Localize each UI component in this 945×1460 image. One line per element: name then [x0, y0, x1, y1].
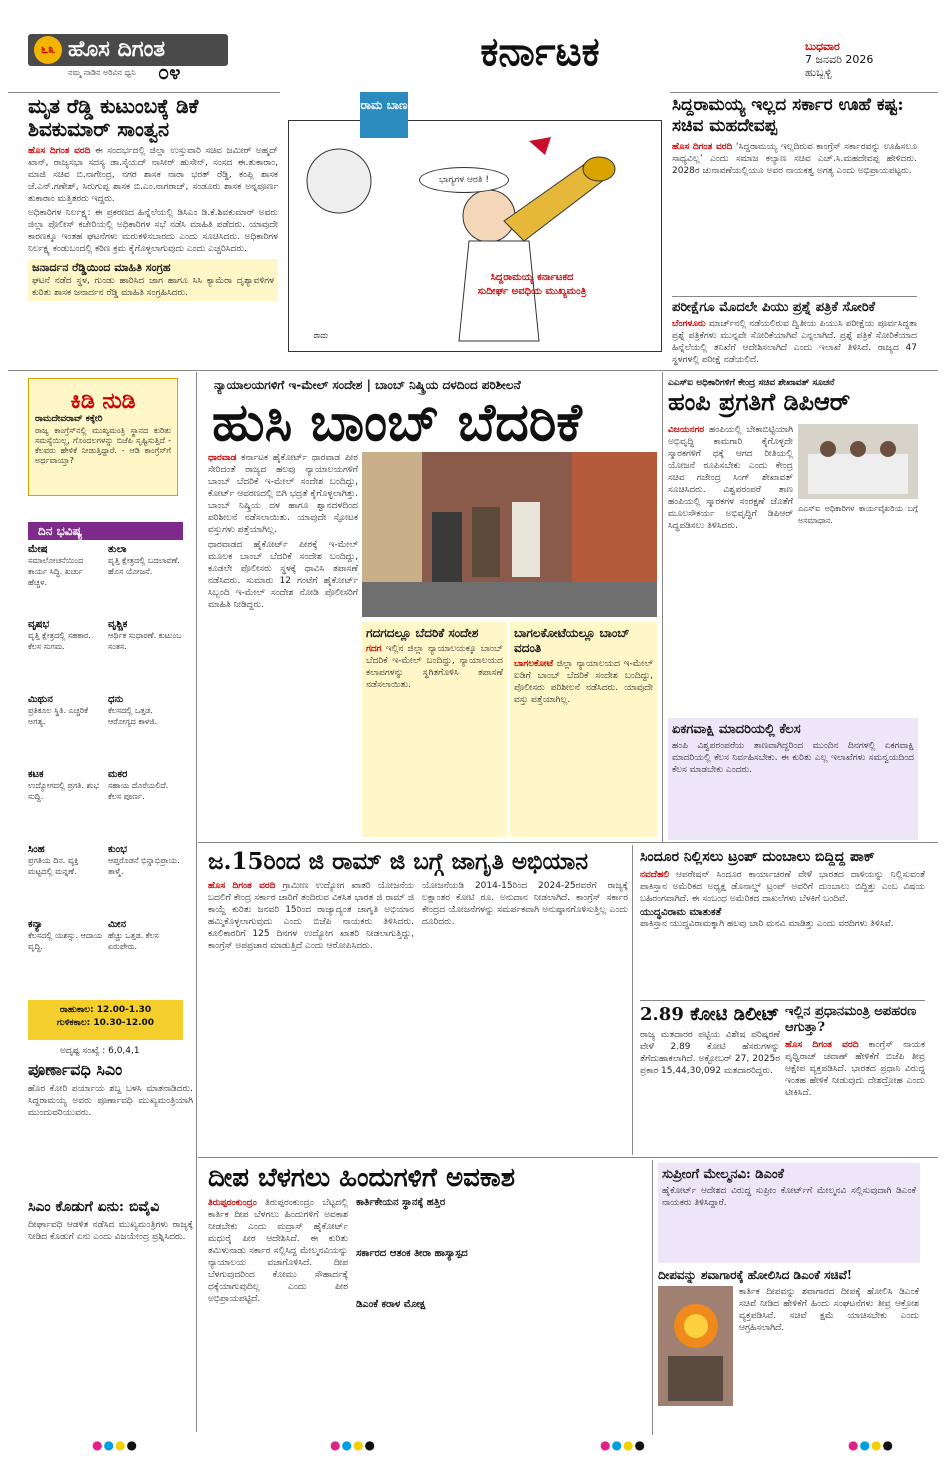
- horoscope-sign-name: ಕುಂಭ: [108, 844, 127, 855]
- hampi-headline: ಹಂಪಿ ಪ್ರಗತಿಗೆ ಡಿಪಿಆರ್: [668, 387, 851, 416]
- story-pu-leak-headline: ಪರೀಕ್ಷೆಗೂ ಮೊದಲೇ ಪಿಯು ಪ್ರಶ್ನೆ ಪತ್ರಿಕೆ ಸೋರಿಕೆ: [672, 300, 876, 315]
- story-pu-leak: [672, 300, 917, 368]
- sindoor-dateline: ನವದೆಹಲಿ: [640, 870, 669, 880]
- cartoon-signature: ರಾಮ: [313, 331, 328, 340]
- story-reddy-body2: ಅಧಿಕಾರಿಗಳ ನಿರ್ಲಕ್ಷ್ಯ: ಈ ಪ್ರಕರಣದ ಹಿನ್ನೆಲೆಯಲ್ಲಿ ಡಿಸಿಎಂ ಡಿ.ಕೆ.ಶಿವಕುಮಾರ್ ಅವರು ಜಿಲ್ಲಾ ಪೊಲೀಸ್ ಕಚೇರಿಯಲ್ಲಿ ಅಧಿಕಾರಿಗಳ ಸಭೆ ನಡೆಸಿ ಮಾಹಿತಿ ಪಡೆದರು. ಯಾವುದೇ ಕಾರಣಕ್ಕೂ ಇಂತಹ ಘಟನೆಗಳು ಮರುಕಳಿಸಬಾರದು ಎಂದು ಸೂಚಿಸಿದರು. ಅಧಿಕಾರಿಗಳ ನಿರ್ಲಕ್ಷ್ಯ ಕಂಡುಬಂದಲ್ಲಿ ಕಠಿಣ ಕ್ರಮ ಕೈಗೊಳ್ಳಲಾಗುವುದು ಎಂದು ಎಚ್ಚರಿಸಿದರು.: [28, 208, 278, 254]
- gulikakala: ಗುಳಿಕಕಾಲ: 10.30-12.00: [56, 1018, 155, 1028]
- bomb-headline: ಹುಸಿ ಬಾಂಬ್ ಬೆದರಿಕೆ: [212, 392, 582, 450]
- ekagavakki-headline: ಏಕಗವಾಕ್ಷಿ ಮಾದರಿಯಲ್ಲಿ ಕೆಲಸ: [672, 722, 801, 737]
- story-full-term-headline: ಪೂರ್ಣಾವಧಿ ಸಿಎಂ: [28, 1060, 123, 1079]
- story-reddy-dateline: ಹೊಸ ದಿಗಂತ ವರದಿ: [28, 146, 91, 156]
- story-reddy-subhead: ಜನಾರ್ದನ ರೆಡ್ಡಿಯಿಂದ ಮಾಹಿತಿ ಸಂಗ್ರಹ: [32, 261, 171, 274]
- logo-badge: ೬೩: [34, 36, 62, 64]
- story-pu-leak-body: ಮಾರ್ಚ್‌ನಲ್ಲಿ ನಡೆಯಲಿರುವ ದ್ವಿತೀಯ ಪಿಯುಸಿ ಪರೀಕ್ಷೆಯ ಪೂರ್ವಸಿದ್ಧತಾ ಪ್ರಶ್ನೆ ಪತ್ರಿಕೆಗಳು ಮುನ್ನವೇ ಸೋರಿಕೆಯಾಗಿವೆ ಎನ್ನಲಾಗಿದೆ. ಪ್ರಶ್ನೆ ಪತ್ರಿಕೆ ಸೋರಿಕೆಯಾದ ಹಿನ್ನೆಲೆಯಲ್ಲಿ ತನಿಖೆಗೆ ಆದೇಶಿಸಲಾಗಿದೆ ಎಂದು ಇಲಾಖೆ ತಿಳಿಸಿದೆ. ರಾಜ್ಯದ 47 ಸ್ಥಳಗಳಲ್ಲಿ ಪರೀಕ್ಷೆ ನಡೆಯಲಿದೆ.: [672, 319, 917, 365]
- kidi-nudi-author: ರಾಮದೇವರಾವ್ ಕಕ್ಕೇರಿ: [35, 414, 103, 424]
- horoscope-sign-text: ಸಮಾಲೋಚನೆಯಿಂದ ಕಾರ್ಯ ಸಿದ್ಧಿ. ಖರ್ಚು ಹೆಚ್ಚಳ.: [28, 556, 84, 587]
- horoscope-sign-name: ಮೀನ: [108, 919, 126, 930]
- section-title: ಕರ್ನಾಟಕ: [480, 28, 600, 75]
- story-deepa-minister: [658, 1268, 920, 1433]
- hampi-photo: [798, 424, 918, 499]
- page-number: ೦೪: [158, 60, 181, 84]
- gramg-headline: ಜ.15ರಿಂದ ಜಿ ರಾಮ್ ಜಿ ಬಗ್ಗೆ ಜಾಗೃತಿ ಅಭಿಯಾನ: [208, 848, 588, 875]
- story-bagalkot: [510, 622, 657, 837]
- gadag-headline: ಗದಗದಲ್ಲೂ ಬೆದರಿಕೆ ಸಂದೇಶ: [366, 626, 479, 640]
- deepa-sub1: ಕಾರ್ತಿಕೇಯನ ಸ್ಥಾನಕ್ಕೆ ಹತ್ತಿರ: [356, 1197, 446, 1208]
- bagalkot-dateline: ಬಾಗಲಕೋಟೆ: [514, 659, 554, 669]
- delete-headline: 2.89 ಕೋಟಿ ಡಿಲೀಟ್: [640, 1004, 780, 1025]
- story-abduction: [785, 1004, 925, 1152]
- hampi-photo-art: [798, 424, 918, 499]
- deepa-sub2: ಸರ್ಕಾರದ ಆತಂಕ ತೀರಾ ಹಾಸ್ಯಾಸ್ಪದ: [356, 1248, 468, 1259]
- column-rule-left: [196, 372, 197, 1432]
- column-rule-deepa: [652, 1160, 653, 1435]
- hampi-body: ಹಂಪಿಯಲ್ಲಿ ಬೇಕಾಬಿಟ್ಟಿಯಾಗಿ ಅಭಿವೃದ್ಧಿ ಕಾಮಗಾರಿ ಕೈಗೊಳ್ಳದೇ ಸ್ಮಾರಕಗಳಿಗೆ ಧಕ್ಕೆ ಆಗದ ರೀತಿಯಲ್ಲಿ ಯೋಜನೆ ರೂಪಿಸಬೇಕು ಎಂದು ಕೇಂದ್ರ ಸಚಿವ ಗಜೇಂದ್ರ ಸಿಂಗ್ ಶೇಖಾವತ್ ಸೂಚಿಸಿದರು. ವಿಶ್ವಪರಂಪರೆ ತಾಣ ಹಂಪಿಯಲ್ಲಿ ಸ್ಮಾರಕಗಳ ಸಂರಕ್ಷಣೆ ಜೊತೆಗೆ ಮೂಲಸೌಕರ್ಯ ಅಭಿವೃದ್ಧಿಗೆ ಡಿಪಿಆರ್ ಸಿದ್ಧಪಡಿಸಲು ತಿಳಿಸಿದರು.: [668, 425, 793, 531]
- horoscope-grid: [28, 544, 188, 996]
- horoscope-sign: [28, 844, 103, 877]
- story-full-term-cm: [28, 1060, 193, 1180]
- logo-tagline: ನಮ್ಮ ನಾಡಿನ ಅರಿವಿನ ಧ್ವನಿ: [68, 68, 136, 77]
- horoscope-sign-name: ವೃಷಭ: [28, 619, 50, 630]
- lucky-number: ಅದೃಷ್ಟ ಸಂಖ್ಯೆ : 6,0,4,1: [60, 1046, 140, 1056]
- bomb-squad-photo-art: [362, 452, 657, 617]
- sindoor-subhead: ಯುದ್ಧವಿರಾಮ ಮಾತುಕತೆ: [640, 907, 722, 918]
- delete-body: ರಾಜ್ಯ ಮತದಾರರ ಪಟ್ಟಿಯ ವಿಶೇಷ ಪರಿಷ್ಕರಣೆ ವೇಳೆ 2.89 ಕೋಟಿ ಹೆಸರುಗಳನ್ನು ತೆಗೆದುಹಾಕಲಾಗಿದೆ. ಅಕ್ಟೋಬರ್ 27, 2025ರ ಪ್ರಕಾರ 15,44,30,092 ಮತದಾರರಿದ್ದರು.: [640, 1030, 780, 1076]
- rule-row3: [198, 1157, 938, 1158]
- horoscope-sign-text: ಸಹಾಯ ದೊರೆಯಲಿದೆ. ಕೆಲಸ ಪೂರ್ಣ.: [108, 781, 169, 801]
- deepa-dateline: ತಿರುಪ್ಪರಂಕುಂದ್ರಂ: [208, 1198, 257, 1208]
- rule-sindoor: [640, 1000, 925, 1001]
- sindoor-body: ಆಪರೇಷನ್ ಸಿಂದೂರ ಕಾರ್ಯಾಚರಣೆ ವೇಳೆ ಭಾರತದ ದಾಳಿಯನ್ನು ನಿಲ್ಲಿಸುವಂತೆ ಪಾಕಿಸ್ತಾನ ಅಮೆರಿಕದ ಅಧ್ಯಕ್ಷ ಡೊನಾಲ್ಡ್ ಟ್ರಂಪ್ ಅವರಿಗೆ ದುಂಬಾಲು ಬಿದ್ದಿತ್ತು ಎಂಬ ವಿಷಯ ಬಹಿರಂಗವಾಗಿದೆ. ಈ ಸಂಬಂಧ ಅಮೆರಿಕದ ದಾಖಲೆಗಳು ಬೆಳಕಿಗೆ ಬಂದಿವೆ.: [640, 870, 925, 904]
- horoscope-sign: [28, 919, 103, 952]
- dmk-appeal-headline: ಸುಪ್ರೀಂಗೆ ಮೇಲ್ಮನವಿ: ಡಿಎಂಕೆ: [662, 1167, 784, 1182]
- cartoon-drawing: [289, 121, 661, 351]
- story-gramg: [208, 848, 628, 1148]
- kidi-nudi-title: ಕಿಡಿ ನುಡಿ: [70, 389, 136, 414]
- cartoon-frame: [288, 120, 662, 352]
- deepa-headline: ದೀಪ ಬೆಳಗಲು ಹಿಂದುಗಳಿಗೆ ಅವಕಾಶ: [208, 1163, 515, 1193]
- horoscope-sign-text: ಆರ್ಥಿಕ ಸುಧಾರಣೆ. ಕುಟುಂಬ ಸಂತಸ.: [108, 631, 182, 651]
- horoscope-sign: [108, 544, 183, 577]
- horoscope-sign: [28, 619, 103, 652]
- bomb-body: ಕರ್ನಾಟಕ ಹೈಕೋರ್ಟ್ ಧಾರವಾಡ ಪೀಠ ಸೇರಿದಂತೆ ರಾಜ್ಯದ ಹಲವು ನ್ಯಾಯಾಲಯಗಳಿಗೆ ಬಾಂಬ್ ಬೆದರಿಕೆ ಇ-ಮೇಲ್ ಸಂದೇಶ ಬಂದಿದ್ದು, ಕೋರ್ಟ್ ಆವರಣದಲ್ಲಿ ಬಿಗಿ ಭದ್ರತೆ ಕೈಗೊಳ್ಳಲಾಗಿತ್ತು. ಬಾಂಬ್ ನಿಷ್ಕ್ರಿಯ ದಳ ಹಾಗೂ ಶ್ವಾನದಳದಿಂದ ಪರಿಶೀಲನೆ ನಡೆಸಲಾಯಿತು. ಯಾವುದೇ ಸ್ಫೋಟಕ ವಸ್ತುಗಳು ಪತ್ತೆಯಾಗಿಲ್ಲ.: [208, 453, 358, 535]
- horoscope-sign: [28, 694, 103, 727]
- sindoor-body2: ಪಾಕಿಸ್ತಾನ ಯುದ್ಧವಿರಾಮಕ್ಕಾಗಿ ಹಲವು ಬಾರಿ ಮನವಿ ಮಾಡಿತ್ತು ಎಂದು ವರದಿಗಳು ತಿಳಿಸಿವೆ.: [640, 919, 894, 929]
- rule-right-top: [672, 296, 917, 297]
- story-gadag: [362, 622, 507, 837]
- kidi-nudi-text: ರಾಜ್ಯ ಕಾಂಗ್ರೆಸ್‌ನಲ್ಲಿ ಮುಖ್ಯಮಂತ್ರಿ ಸ್ಥಾನದ ಕುರಿತು ಸಮಸ್ಯೆಯಿಲ್ಲ, ಗೊಂದಲಗಳನ್ನು ಬಿಜೆಪಿ ಸೃಷ್ಟಿಸುತ್ತಿದೆ - ಕೆಲವರು ಹೇಳಿಕೆ ನೀಡುತ್ತಿದ್ದಾರೆ. - ಆಡಿ ಕಾಂಗ್ರೆಸ್‌ಗೆ ಅರ್ಥವಾಯ್ತಾ?: [35, 426, 171, 465]
- cartoon-speech-bubble: ಭಾಗ್ಯಗಳ ಆರತಿ !: [419, 167, 509, 193]
- horoscope-sign-text: ಆಪ್ತರೊಡನೆ ಭಿನ್ನಾಭಿಪ್ರಾಯ. ತಾಳ್ಮೆ.: [108, 856, 180, 876]
- hampi-dateline: ವಿಜಯನಗರ: [668, 425, 705, 435]
- horoscope-sign-name: ಮಿಥುನ: [28, 694, 53, 705]
- horoscope-sign: [108, 919, 183, 952]
- horoscope-sign: [28, 769, 103, 802]
- column-rule-mid: [662, 372, 663, 842]
- column-rule-gramg: [632, 845, 633, 1155]
- horoscope-sign-name: ಮೇಷ: [28, 544, 48, 555]
- temple-lamp-photo: [658, 1286, 733, 1406]
- rule-row2: [198, 842, 938, 843]
- bagalkot-headline: ಬಾಗಲಕೋಟೆಯಲ್ಲೂ ಬಾಂಬ್ ವದಂತಿ: [514, 626, 630, 655]
- horoscope-sign-text: ಉದ್ಯೋಗದಲ್ಲಿ ಪ್ರಗತಿ. ಶುಭ ಸುದ್ದಿ.: [28, 781, 100, 801]
- story-pu-leak-dateline: ಬೆಂಗಳೂರು: [672, 319, 706, 329]
- gramg-body: ಗ್ರಾಮೀಣ ಉದ್ಯೋಗ ಖಾತರಿ ಯೋಜನೆಯ ಬದಲಿಗೆ ಕೇಂದ್ರ ಸರ್ಕಾರ ಜಾರಿಗೆ ತಂದಿರುವ ವಿಕಸಿತ ಭಾರತ ಜಿ ರಾಮ್ ಜಿ ಕಾಯ್ದೆ ಕುರಿತು ಜನವರಿ 15ರಿಂದ ರಾಜ್ಯಾದ್ಯಂತ ಜಾಗೃತಿ ಅಭಿಯಾನ ಹಮ್ಮಿಕೊಳ್ಳಲಾಗುವುದು ಎಂದು ಬಿಜೆಪಿ ನಾಯಕರು ತಿಳಿಸಿದರು. ಕೂಲಿಕಾರರಿಗೆ 125 ದಿನಗಳ ಉದ್ಯೋಗ ಖಾತರಿ ನೀಡಲಾಗುತ್ತಿದ್ದು, ಕಾಂಗ್ರೆಸ್ ಅಪಪ್ರಚಾರ ಮಾಡುತ್ತಿದೆ ಎಂದು ಆರೋಪಿಸಿದರು.: [208, 881, 414, 951]
- ekagavakki-body: ಹಂಪಿ ವಿಶ್ವಪರಂಪರೆಯ ತಾಣವಾಗಿದ್ದರಿಂದ ಮುಂದಿನ ದಿನಗಳಲ್ಲಿ ಏಕಗವಾಕ್ಷಿ ಮಾದರಿಯಲ್ಲಿ ಕೆಲಸ ನಿರ್ವಹಿಸಬೇಕು. ಈ ಕುರಿತು ಎಲ್ಲ ಇಲಾಖೆಗಳು ಸಮನ್ವಯದಿಂದ ಕೆಲಸ ಮಾಡಬೇಕು ಎಂದರು.: [672, 741, 914, 775]
- horoscope-sign-name: ಕನ್ಯಾ: [28, 919, 43, 930]
- story-siddaramaiah-dateline: ಹೊಸ ದಿಗಂತ ವರದಿ: [672, 142, 733, 152]
- deepa-minister-body: ಕಾರ್ತಿಕ ದೀಪವನ್ನು ಶವಾಗಾರದ ದೀಪಕ್ಕೆ ಹೋಲಿಸಿ ಡಿಎಂಕೆ ಸಚಿವೆ ನೀಡಿದ ಹೇಳಿಕೆಗೆ ಹಿಂದು ಸಂಘಟನೆಗಳು ತೀವ್ರ ಆಕ್ರೋಶ ವ್ಯಕ್ತಪಡಿಸಿವೆ. ಸಚಿವೆ ಕ್ಷಮೆ ಯಾಚಿಸಬೇಕು ಎಂದು ಆಗ್ರಹಿಸಲಾಗಿದೆ.: [739, 1287, 919, 1333]
- color-registration-marks: ●●●●: [92, 1438, 138, 1452]
- horoscope-sign: [108, 694, 183, 727]
- horoscope-sign-text: ವೃತ್ತಿ ಕ್ಷೇತ್ರದಲ್ಲಿ ಸಹಕಾರ. ಕೆಲಸ ಸುಗಮ.: [28, 631, 91, 651]
- horoscope-sign-text: ಹೆಚ್ಚು ಒತ್ತಡ. ಕೆಲಸ ಏರುಪೇರು.: [108, 931, 159, 951]
- issue-day: ಬುಧವಾರ: [805, 40, 840, 53]
- deepa-sub3: ಡಿಎಂಕೆ ಕರಾಳ ಮೋಕ್ಷ: [356, 1299, 426, 1310]
- gramg-body2: ಯೋಜನೆಯಡಿ 2014-15ರಿಂದ 2024-25ರವರೆಗೆ ರಾಜ್ಯಕ್ಕೆ ಲಕ್ಷಾಂತರ ಕೋಟಿ ರೂ. ಅನುದಾನ ನೀಡಲಾಗಿದೆ. ಕಾಂಗ್ರೆಸ್ ಸರ್ಕಾರ ಕೇಂದ್ರದ ಯೋಜನೆಗಳನ್ನು ಸಮರ್ಪಕವಾಗಿ ಅನುಷ್ಠಾನಗೊಳಿಸುತ್ತಿಲ್ಲ ಎಂದು ದೂರಿದರು.: [422, 881, 628, 927]
- story-reddy-body3: ಘಟನೆ ನಡೆದ ಸ್ಥಳ, ಗುಂಡು ಹಾರಿಸಿದ ಜಾಗ ಹಾಗೂ ಸಿಸಿ ಕ್ಯಾಮೆರಾ ದೃಶ್ಯಾವಳಿಗಳ ಕುರಿತು ಶಾಸಕ ಜನಾರ್ದನ ರೆಡ್ಡಿ ಮಾಹಿತಿ ಸಂಗ್ರಹಿಸಿದರು.: [32, 276, 274, 298]
- story-ekagavakki: [668, 718, 918, 840]
- story-deepa: [208, 1163, 648, 1433]
- horoscope-sign-text: ಪ್ರಗತಿಯ ದಿನ. ವ್ಯಕ್ತಿ ಮಟ್ಟದಲ್ಲಿ ಮನ್ನಣೆ.: [28, 856, 79, 876]
- horoscope-sign-text: ವೃತ್ತಿ ಕ್ಷೇತ್ರದಲ್ಲಿ ಬದಲಾವಣೆ. ಹೊಸ ಯೋಜನೆ.: [108, 556, 180, 576]
- deepa-body: ತಿರುಪ್ಪರಂಕುಂದ್ರಂ ಬೆಟ್ಟದಲ್ಲಿ ಕಾರ್ತಿಕ ದೀಪ ಬೆಳಗಲು ಹಿಂದುಗಳಿಗೆ ಅವಕಾಶ ನೀಡಬೇಕು ಎಂದು ಮದ್ರಾಸ್ ಹೈಕೋರ್ಟ್ ಮಧುರೈ ಪೀಠ ಆದೇಶಿಸಿದೆ. ಈ ಕುರಿತು ತಮಿಳುನಾಡು ಸರ್ಕಾರ ಸಲ್ಲಿಸಿದ್ದ ಮೇಲ್ಮನವಿಯನ್ನು ನ್ಯಾಯಾಲಯ ವಜಾಗೊಳಿಸಿದೆ. ದೀಪ ಬೆಳಗುವುದರಿಂದ ಕೋಮು ಸೌಹಾರ್ದಕ್ಕೆ ಧಕ್ಕೆಯಾಗುವುದಿಲ್ಲ ಎಂದು ಪೀಠ ಅಭಿಪ್ರಾಯಪಟ್ಟಿದೆ.: [208, 1198, 348, 1304]
- story-reddy-headline: ಮೃತ ರೆಡ್ಡಿ ಕುಟುಂಬಕ್ಕೆ ಡಿಕೆ ಶಿವಕುಮಾರ್ ಸಾಂತ್ವನ: [28, 95, 199, 141]
- abduction-dateline: ಹೊಸ ದಿಗಂತ ವರದಿ: [785, 1040, 859, 1050]
- story-hampi-body: [668, 424, 793, 714]
- gadag-dateline: ಗದಗ: [366, 644, 382, 654]
- story-siddaramaiah: [672, 95, 917, 285]
- deepa-minister-headline: ದೀಪವನ್ನು ಶವಾಗಾರಕ್ಕೆ ಹೋಲಿಸಿದ ಡಿಎಂಕೆ ಸಚಿವೆ!: [658, 1268, 853, 1282]
- dateline: [805, 40, 935, 79]
- dmk-appeal-body: ಹೈಕೋರ್ಟ್ ಆದೇಶದ ವಿರುದ್ಧ ಸುಪ್ರೀಂ ಕೋರ್ಟ್‌ಗೆ ಮೇಲ್ಮನವಿ ಸಲ್ಲಿಸುವುದಾಗಿ ಡಿಎಂಕೆ ನಾಯಕರು ತಿಳಿಸಿದ್ದಾರೆ.: [662, 1186, 916, 1208]
- story-delete: [640, 1004, 780, 1152]
- abduction-body: ಕಾಂಗ್ರೆಸ್ ನಾಯಕ ಪೃಥ್ವಿರಾಜ್ ಚವಾಣ್ ಹೇಳಿಕೆಗೆ ಬಿಜೆಪಿ ತೀವ್ರ ಆಕ್ಷೇಪ ವ್ಯಕ್ತಪಡಿಸಿದೆ. ಭಾರತದ ಪ್ರಧಾನಿ ವಿರುದ್ಧ ಇಂತಹ ಹೇಳಿಕೆ ನೀಡುವುದು ದೇಶದ್ರೋಹ ಎಂದು ಟೀಕಿಸಿದೆ.: [785, 1040, 925, 1098]
- color-registration-marks-4: ●●●●: [848, 1438, 894, 1452]
- horoscope-sign-text: ಕೆಲಸದಲ್ಲಿ ಯಶಸ್ಸು. ಆದಾಯ ವೃದ್ಧಿ.: [28, 931, 103, 951]
- issue-city: ಹುಬ್ಬಳ್ಳಿ: [805, 66, 832, 79]
- bomb-kicker: ನ್ಯಾಯಾಲಯಗಳಿಗೆ ಇ-ಮೇಲ್ ಸಂದೇಶ | ಬಾಂಬ್ ನಿಷ್ಕ್ರಿಯ ದಳದಿಂದ ಪರಿಶೀಲನೆ: [214, 378, 521, 392]
- gadag-body: ಇಲ್ಲಿನ ಜಿಲ್ಲಾ ನ್ಯಾಯಾಲಯಕ್ಕೂ ಬಾಂಬ್ ಬೆದರಿಕೆ ಇ-ಮೇಲ್ ಬಂದಿದ್ದು, ನ್ಯಾಯಾಲಯದ ಕಲಾಪಗಳನ್ನು ಸ್ಥಗಿತಗೊಳಿಸಿ ತಪಾಸಣೆ ನಡೆಸಲಾಯಿತು.: [366, 644, 503, 690]
- abduction-headline: ಇಲ್ಲಿನ ಪ್ರಧಾನಮಂತ್ರಿ ಅಪಹರಣ ಆಗುತ್ತಾ?: [785, 1004, 917, 1035]
- hampi-caption-text: ಎಎಸ್‌ಐ ಅಧಿಕಾರಿಗಳ ಕಾರ್ಯವೈಖರಿಯ ಬಗ್ಗೆ ಅಸಮಾಧಾನ.: [798, 504, 918, 525]
- cartoon: [280, 92, 670, 362]
- sindoor-headline: ಸಿಂದೂರ ನಿಲ್ಲಿಸಲು ಟ್ರಂಪ್ ದುಂಬಾಲು ಬಿದ್ದಿದ್ದ ಪಾಕ್: [640, 849, 875, 865]
- horoscope-sign-text: ಕೆಲಸದಲ್ಲಿ ಒತ್ತಡ. ಆರೋಗ್ಯದ ಕಾಳಜಿ.: [108, 706, 158, 726]
- horoscope-sign-name: ವೃಶ್ಚಿಕ: [108, 619, 128, 630]
- masthead: [8, 30, 250, 86]
- rule-row1: [8, 370, 938, 371]
- story-reddy-body: ಈ ಸಂದರ್ಭದಲ್ಲಿ ಜಿಲ್ಲಾ ಉಸ್ತುವಾರಿ ಸಚಿವ ಜಮೀರ್ ಅಹ್ಮದ್ ಖಾನ್, ರಾಜ್ಯಸಭಾ ಸದಸ್ಯ ಡಾ.ಸೈಯದ್ ನಾಸೀರ್ ಹುಸೇನ್, ಸಂಸದ ಈ.ತುಕಾರಾಂ, ಮಾಜಿ ಸಚಿವ ಬಿ.ನಾಗೇಂದ್ರ, ನಗರ ಶಾಸಕ ನಾರಾ ಭರತ್ ರೆಡ್ಡಿ, ಕಂಪ್ಲಿ ಶಾಸಕ ಜೆ.ಎನ್.ಗಣೇಶ್, ಸಿರುಗುಪ್ಪ ಶಾಸಕ ಬಿ.ಎಂ.ನಾಗರಾಜ್, ಸಂಡೂರು ಶಾಸಕ ಅನ್ನಪೂರ್ಣ ತುಕಾರಾಂ ಮತ್ತಿತರರು ಇದ್ದರು.: [28, 146, 278, 204]
- story-reddy: [28, 95, 278, 365]
- horoscope-sign-name: ಧನು: [108, 694, 124, 705]
- story-siddaramaiah-headline: ಸಿದ್ದರಾಮಯ್ಯ ಇಲ್ಲದ ಸರ್ಕಾರ ಊಹೆ ಕಷ್ಟ: ಸಚಿವ ಮಹದೇವಪ್ಪ: [672, 95, 904, 136]
- horoscope-sign-text: ಪ್ರತಿಕೂಲ ಸ್ಥಿತಿ. ಎಚ್ಚರಿಕೆ ಅಗತ್ಯ.: [28, 706, 89, 726]
- bagalkot-body: ಜಿಲ್ಲಾ ನ್ಯಾಯಾಲಯದ ಇ-ಮೇಲ್ ಐಡಿಗೆ ಬಾಂಬ್ ಬೆದರಿಕೆ ಸಂದೇಶ ಬಂದಿದ್ದು, ಪೊಲೀಸರು ಪರಿಶೀಲನೆ ನಡೆಸಿದರು. ಯಾವುದೇ ವಸ್ತು ಪತ್ತೆಯಾಗಿಲ್ಲ.: [514, 659, 653, 705]
- horoscope-sign: [108, 769, 183, 802]
- story-byv: [28, 1198, 193, 1428]
- horoscope-sign: [28, 544, 103, 588]
- rahukala-box: [28, 1000, 183, 1040]
- horoscope-sign-name: ಸಿಂಹ: [28, 844, 45, 855]
- story-full-term-body: ಹೊರ ಕೋರಿ ಪರ್ಯಾಯ ಶಬ್ದ ಬಳಸಿ ಮಾತನಾಡಿದರು. ಸಿದ್ದರಾಮಯ್ಯ ಅವರು ಪೂರ್ಣಾವಧಿ ಮುಖ್ಯಮಂತ್ರಿಯಾಗಿ ಮುಂದುವರಿಯುವರು.: [28, 1084, 193, 1118]
- story-bomb-body: [208, 452, 358, 837]
- story-siddaramaiah-body: ‘ಸಿದ್ದರಾಮಯ್ಯ ಇಲ್ಲದಿರುವ ಕಾಂಗ್ರೆಸ್ ಸರ್ಕಾರವನ್ನು ಊಹಿಸಲೂ ಸಾಧ್ಯವಿಲ್ಲ’ ಎಂದು ಸಮಾಜ ಕಲ್ಯಾಣ ಸಚಿವ ಎಚ್.ಸಿ.ಮಹದೇವಪ್ಪ ಹೇಳಿದರು. 2028ರ ಚುನಾವಣೆಯಲ್ಲಿಯೂ ಅವರ ನಾಯಕತ್ವ ಅಗತ್ಯ ಎಂದು ಅಭಿಪ್ರಾಯಪಟ್ಟರು.: [672, 142, 917, 176]
- story-sindoor: [640, 848, 925, 998]
- horoscope-sign-name: ತುಲಾ: [108, 544, 127, 555]
- cartoon-caption: ಸಿದ್ದರಾಮಯ್ಯ ಕರ್ನಾಟಕದ ಸುದೀರ್ಘ ಅವಧಿಯ ಮುಖ್ಯಮಂತ್ರಿ: [477, 272, 587, 297]
- bomb-dateline: ಧಾರವಾಡ: [208, 453, 237, 463]
- story-bomb-header: [208, 378, 658, 450]
- story-byv-headline: ಸಿಎಂ ಕೊಡುಗೆ ಏನು: ಬಿವೈವಿ: [28, 1199, 160, 1215]
- bomb-squad-photo: [362, 452, 657, 617]
- horoscope-sign: [108, 844, 183, 877]
- cartoon-badge: ರಾಮ ಬಾಣ: [360, 92, 408, 138]
- rahukala: ರಾಹುಕಾಲ: 12.00-1.30: [59, 1005, 152, 1015]
- color-registration-marks-3: ●●●●: [600, 1438, 646, 1452]
- issue-date: 7 ಜನವರಿ 2026: [805, 53, 874, 66]
- newspaper-logo: ಹೊಸ ದಿಗಂತ: [28, 34, 228, 66]
- story-byv-body: ದೀರ್ಘಾವಧಿ ಆಡಳಿತ ನಡೆಸಿದ ಮುಖ್ಯಮಂತ್ರಿಗಳು ರಾಜ್ಯಕ್ಕೆ ನೀಡಿದ ಕೊಡುಗೆ ಏನು ಎಂದು ವಿಜಯೇಂದ್ರ ಪ್ರಶ್ನಿಸಿದರು.: [28, 1220, 193, 1242]
- bomb-body2: ಧಾರವಾಡದ ಹೈಕೋರ್ಟ್ ಪೀಠಕ್ಕೆ ಇ-ಮೇಲ್ ಮೂಲಕ ಬಾಂಬ್ ಬೆದರಿಕೆ ಸಂದೇಶ ಬಂದಿದ್ದು, ಕೂಡಲೇ ಪೊಲೀಸರು ಸ್ಥಳಕ್ಕೆ ಧಾವಿಸಿ ತಪಾಸಣೆ ನಡೆಸಿದರು. ಸುಮಾರು 12 ಗಂಟೆಗೆ ಹೈಕೋರ್ಟ್ ಸಿಬ್ಬಂದಿ ಇ-ಮೇಲ್ ಸಂದೇಶ ನೋಡಿ ಪೊಲೀಸರಿಗೆ ಮಾಹಿತಿ ನೀಡಿದ್ದರು.: [208, 540, 358, 610]
- temple-lamp-art: [658, 1286, 733, 1406]
- hampi-kicker: ಎಎಸ್‌ಐ ಅಧಿಕಾರಿಗಳಿಗೆ ಕೇಂದ್ರ ಸಚಿವ ಶೇಖಾವತ್ ಸೂಚನೆ: [668, 378, 835, 388]
- kidi-nudi-box: [28, 378, 178, 496]
- color-registration-marks-2: ●●●●: [330, 1438, 376, 1452]
- horoscope-sign-name: ಕಟಕ: [28, 769, 44, 780]
- horoscope-title: ದಿನ ಭವಿಷ್ಯ: [28, 522, 183, 540]
- gramg-dateline: ಹೊಸ ದಿಗಂತ ವರದಿ: [208, 881, 276, 891]
- horoscope-sign-name: ಮಕರ: [108, 769, 128, 780]
- horoscope-sign: [108, 619, 183, 652]
- story-dmk-appeal: [658, 1163, 920, 1263]
- hampi-caption: [798, 503, 918, 713]
- story-hampi-header: [668, 378, 918, 420]
